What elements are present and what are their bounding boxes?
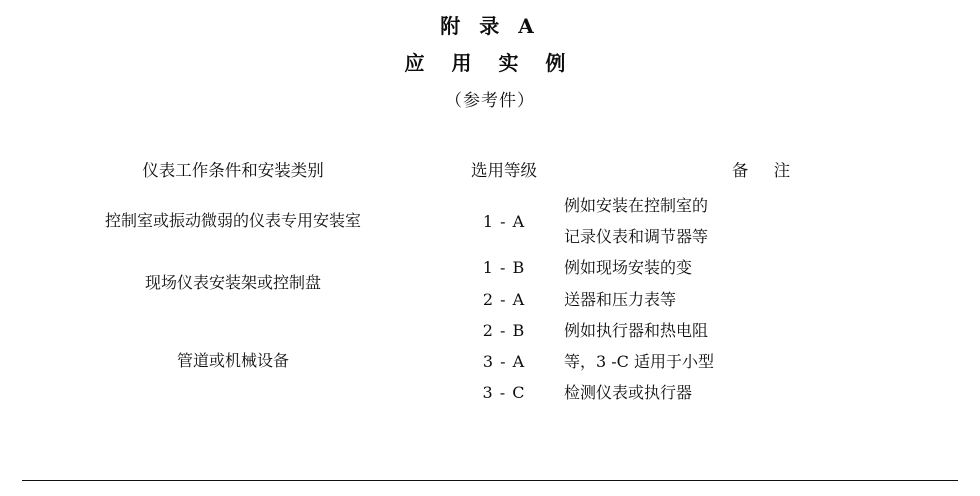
appendix-table [22, 148, 958, 408]
grade-line: 3 - C [482, 383, 526, 403]
grade-line: 3 - A [482, 351, 526, 371]
grade-line: 1 - A [482, 211, 526, 231]
document-page [0, 10, 980, 496]
note-line: 例如现场安装的变 [564, 258, 693, 278]
table-row [22, 252, 958, 314]
appendix-label: 附 录 A [440, 14, 540, 38]
cell-grade [444, 252, 564, 314]
cell-grade [444, 315, 564, 409]
note-line: 例如执行器和热电阻 [564, 320, 709, 340]
column-header-condition: 仪表工作条件和安装类别 [142, 161, 324, 180]
cell-condition: 管道或机械设备 [176, 351, 289, 371]
page-heading [0, 10, 980, 111]
table-row [22, 190, 958, 252]
cell-note [564, 252, 958, 314]
cell-note [564, 315, 958, 409]
note-line: 检测仪表或执行器 [564, 383, 693, 403]
appendix-table-wrap [22, 148, 958, 408]
note-line: 例如安装在控制室的 [564, 196, 709, 215]
cell-grade [444, 190, 564, 252]
table-header-row [22, 148, 958, 190]
cell-condition: 现场仪表安装架或控制盘 [144, 273, 321, 293]
page-subtitle: （参考件） [445, 91, 535, 111]
note-line: 送器和压力表等 [564, 289, 677, 309]
table-row [22, 315, 958, 409]
grade-line: 1 - B [482, 258, 526, 278]
cell-note [564, 190, 958, 252]
grade-line: 2 - B [482, 320, 526, 340]
column-header-grade: 选用等级 [471, 161, 537, 180]
grade-line: 2 - A [482, 289, 526, 309]
page-bottom-rule [22, 480, 958, 481]
cell-condition: 控制室或振动微弱的仪表专用安装室 [104, 210, 361, 230]
note-line: 等，3 -C 适用于小型 [564, 351, 715, 371]
column-header-note: 备 注 [731, 161, 801, 180]
page-title: 应 用 实 例 [404, 51, 576, 75]
note-line: 记录仪表和调节器等 [564, 227, 709, 247]
